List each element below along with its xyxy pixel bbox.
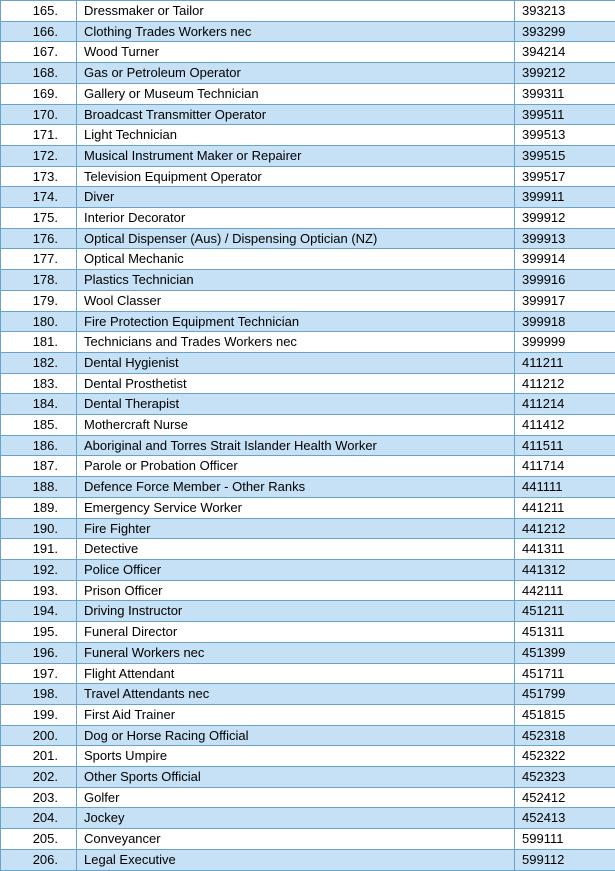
occupation-name: Mothercraft Nurse xyxy=(77,415,515,436)
occupation-name: Broadcast Transmitter Operator xyxy=(77,104,515,125)
table-row xyxy=(1,497,615,518)
occupation-code: 451311 xyxy=(515,622,615,643)
row-number: 166. xyxy=(1,21,77,42)
occupation-code: 399515 xyxy=(515,145,615,166)
row-number: 197. xyxy=(1,663,77,684)
row-number: 193. xyxy=(1,580,77,601)
occupation-name: Dental Hygienist xyxy=(77,352,515,373)
occupation-code: 452318 xyxy=(515,725,615,746)
table-row xyxy=(1,63,615,84)
row-number: 203. xyxy=(1,787,77,808)
row-number: 181. xyxy=(1,332,77,353)
table-row xyxy=(1,415,615,436)
occupation-name: Other Sports Official xyxy=(77,767,515,788)
table-row xyxy=(1,83,615,104)
row-number: 200. xyxy=(1,725,77,746)
table-row xyxy=(1,332,615,353)
occupation-code: 451815 xyxy=(515,704,615,725)
row-number: 165. xyxy=(1,1,77,22)
table-row xyxy=(1,208,615,229)
occupation-code: 411212 xyxy=(515,373,615,394)
occupation-code: 451799 xyxy=(515,684,615,705)
occupation-code: 399918 xyxy=(515,311,615,332)
occupation-code: 411511 xyxy=(515,435,615,456)
row-number: 204. xyxy=(1,808,77,829)
row-number: 205. xyxy=(1,829,77,850)
occupation-name: Golfer xyxy=(77,787,515,808)
occupation-code: 452322 xyxy=(515,746,615,767)
row-number: 187. xyxy=(1,456,77,477)
table-row xyxy=(1,704,615,725)
occupation-name: Optical Mechanic xyxy=(77,249,515,270)
row-number: 201. xyxy=(1,746,77,767)
table-row xyxy=(1,187,615,208)
row-number: 198. xyxy=(1,684,77,705)
occupation-code: 441212 xyxy=(515,518,615,539)
occupation-name: Police Officer xyxy=(77,559,515,580)
table-row xyxy=(1,849,615,870)
occupation-code: 399917 xyxy=(515,290,615,311)
occupation-name: Aboriginal and Torres Strait Islander Health Worker xyxy=(77,435,515,456)
row-number: 169. xyxy=(1,83,77,104)
occupation-code: 442111 xyxy=(515,580,615,601)
table-row xyxy=(1,580,615,601)
row-number: 188. xyxy=(1,477,77,498)
occupation-name: Television Equipment Operator xyxy=(77,166,515,187)
row-number: 173. xyxy=(1,166,77,187)
table-row xyxy=(1,21,615,42)
table-row xyxy=(1,725,615,746)
row-number: 179. xyxy=(1,290,77,311)
occupation-name: Jockey xyxy=(77,808,515,829)
row-number: 199. xyxy=(1,704,77,725)
occupation-name: Travel Attendants nec xyxy=(77,684,515,705)
occupation-code: 451211 xyxy=(515,601,615,622)
row-number: 196. xyxy=(1,642,77,663)
occupation-name: Defence Force Member - Other Ranks xyxy=(77,477,515,498)
table-row xyxy=(1,290,615,311)
table-row xyxy=(1,477,615,498)
occupation-name: Optical Dispenser (Aus) / Dispensing Optician (NZ) xyxy=(77,228,515,249)
row-number: 183. xyxy=(1,373,77,394)
occupation-name: Legal Executive xyxy=(77,849,515,870)
occupation-code: 441311 xyxy=(515,539,615,560)
row-number: 168. xyxy=(1,63,77,84)
table-row xyxy=(1,311,615,332)
occupation-name: Dental Therapist xyxy=(77,394,515,415)
table-row xyxy=(1,1,615,22)
row-number: 170. xyxy=(1,104,77,125)
row-number: 175. xyxy=(1,208,77,229)
row-number: 174. xyxy=(1,187,77,208)
occupation-code: 399311 xyxy=(515,83,615,104)
occupation-name: Wood Turner xyxy=(77,42,515,63)
table-row xyxy=(1,642,615,663)
occupation-code: 393213 xyxy=(515,1,615,22)
table-row xyxy=(1,684,615,705)
occupation-name: Funeral Director xyxy=(77,622,515,643)
occupation-name: Dog or Horse Racing Official xyxy=(77,725,515,746)
table-row xyxy=(1,42,615,63)
table-row xyxy=(1,249,615,270)
occupation-code: 599111 xyxy=(515,829,615,850)
table-row xyxy=(1,456,615,477)
occupation-code: 441111 xyxy=(515,477,615,498)
occupation-name: First Aid Trainer xyxy=(77,704,515,725)
occupation-name: Conveyancer xyxy=(77,829,515,850)
row-number: 194. xyxy=(1,601,77,622)
occupation-code: 411214 xyxy=(515,394,615,415)
row-number: 185. xyxy=(1,415,77,436)
occupation-code: 411412 xyxy=(515,415,615,436)
row-number: 190. xyxy=(1,518,77,539)
occupation-name: Prison Officer xyxy=(77,580,515,601)
row-number: 171. xyxy=(1,125,77,146)
occupation-name: Technicians and Trades Workers nec xyxy=(77,332,515,353)
occupation-name: Funeral Workers nec xyxy=(77,642,515,663)
table-row xyxy=(1,394,615,415)
occupation-name: Interior Decorator xyxy=(77,208,515,229)
row-number: 176. xyxy=(1,228,77,249)
occupation-code: 451399 xyxy=(515,642,615,663)
table-row xyxy=(1,166,615,187)
occupation-name: Musical Instrument Maker or Repairer xyxy=(77,145,515,166)
occupation-code: 399911 xyxy=(515,187,615,208)
occupation-code: 441312 xyxy=(515,559,615,580)
occupation-code: 399916 xyxy=(515,270,615,291)
occupation-code: 452413 xyxy=(515,808,615,829)
occupation-code: 399511 xyxy=(515,104,615,125)
occupation-name: Fire Protection Equipment Technician xyxy=(77,311,515,332)
occupation-name: Emergency Service Worker xyxy=(77,497,515,518)
occupation-name: Fire Fighter xyxy=(77,518,515,539)
occupation-name: Detective xyxy=(77,539,515,560)
table-row xyxy=(1,104,615,125)
row-number: 195. xyxy=(1,622,77,643)
occupation-code: 399999 xyxy=(515,332,615,353)
occupation-code: 411714 xyxy=(515,456,615,477)
occupation-code: 393299 xyxy=(515,21,615,42)
table-row xyxy=(1,559,615,580)
occupation-code: 399913 xyxy=(515,228,615,249)
occupation-code: 452323 xyxy=(515,767,615,788)
table-row xyxy=(1,518,615,539)
occupation-code: 399914 xyxy=(515,249,615,270)
row-number: 177. xyxy=(1,249,77,270)
occupation-code: 394214 xyxy=(515,42,615,63)
table-row xyxy=(1,808,615,829)
row-number: 178. xyxy=(1,270,77,291)
occupation-code: 399517 xyxy=(515,166,615,187)
occupation-name: Wool Classer xyxy=(77,290,515,311)
table-row xyxy=(1,829,615,850)
table-row xyxy=(1,435,615,456)
table-row xyxy=(1,270,615,291)
table-row xyxy=(1,373,615,394)
table-row xyxy=(1,145,615,166)
table-row xyxy=(1,622,615,643)
occupation-code: 399912 xyxy=(515,208,615,229)
occupation-name: Plastics Technician xyxy=(77,270,515,291)
occupation-code: 399513 xyxy=(515,125,615,146)
occupation-name: Flight Attendant xyxy=(77,663,515,684)
occupation-name: Clothing Trades Workers nec xyxy=(77,21,515,42)
row-number: 206. xyxy=(1,849,77,870)
row-number: 167. xyxy=(1,42,77,63)
occupation-name: Dressmaker or Tailor xyxy=(77,1,515,22)
row-number: 180. xyxy=(1,311,77,332)
table-row xyxy=(1,352,615,373)
table-row xyxy=(1,228,615,249)
occupation-name: Gas or Petroleum Operator xyxy=(77,63,515,84)
occupation-name: Diver xyxy=(77,187,515,208)
occupation-table-body xyxy=(1,1,615,871)
row-number: 192. xyxy=(1,559,77,580)
table-row xyxy=(1,767,615,788)
table-row xyxy=(1,787,615,808)
table-row xyxy=(1,663,615,684)
row-number: 191. xyxy=(1,539,77,560)
row-number: 184. xyxy=(1,394,77,415)
row-number: 189. xyxy=(1,497,77,518)
occupation-code: 452412 xyxy=(515,787,615,808)
row-number: 182. xyxy=(1,352,77,373)
row-number: 202. xyxy=(1,767,77,788)
table-row xyxy=(1,601,615,622)
occupation-name: Parole or Probation Officer xyxy=(77,456,515,477)
occupation-name: Light Technician xyxy=(77,125,515,146)
table-row xyxy=(1,539,615,560)
occupation-code: 411211 xyxy=(515,352,615,373)
occupation-name: Sports Umpire xyxy=(77,746,515,767)
occupation-name: Dental Prosthetist xyxy=(77,373,515,394)
table-row xyxy=(1,125,615,146)
occupation-name: Driving Instructor xyxy=(77,601,515,622)
occupation-name: Gallery or Museum Technician xyxy=(77,83,515,104)
table-row xyxy=(1,746,615,767)
occupation-code: 399212 xyxy=(515,63,615,84)
occupation-code: 441211 xyxy=(515,497,615,518)
row-number: 172. xyxy=(1,145,77,166)
occupation-code: 599112 xyxy=(515,849,615,870)
occupation-code: 451711 xyxy=(515,663,615,684)
row-number: 186. xyxy=(1,435,77,456)
